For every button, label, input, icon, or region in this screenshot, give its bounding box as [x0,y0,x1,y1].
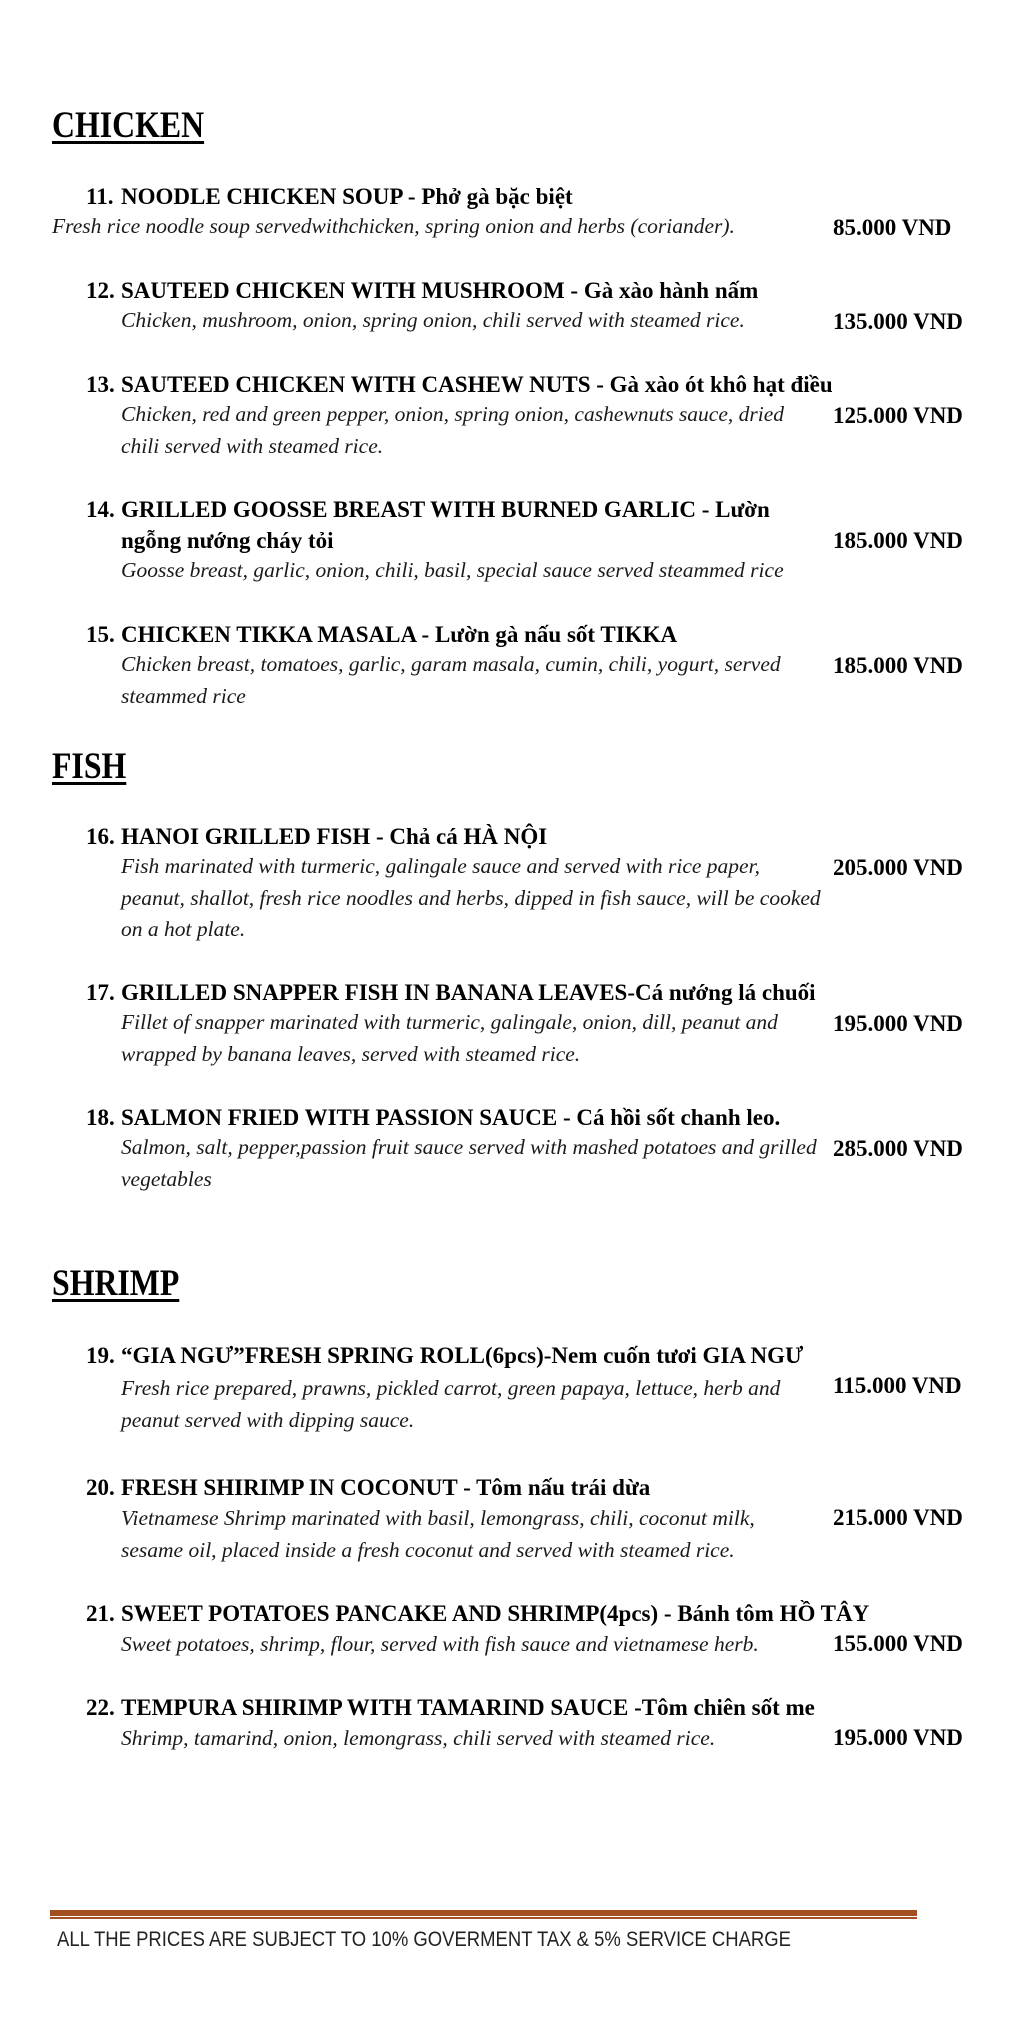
item-price: 215.000 VND [833,1505,963,1530]
item-number: 18. [86,1105,115,1130]
item-name: TEMPURA SHIRIMP WITH TAMARIND SAUCE -Tôm chiên sốt me [121,1695,815,1720]
item-description: Fresh rice prepared, prawns, pickled carrot, green papaya, lettuce, herb and peanut served with dipping sauce. [121,1376,781,1432]
item-number: 20. [86,1475,115,1500]
item-price: 115.000 VND [833,1373,962,1398]
item-title [86,275,826,306]
item-description: Fish marinated with turmeric, galingale sauce and served with rice paper, peanut, shallot, fresh rice noodles and herbs, dipped in fish sauce, will be cooked on a hot plate. [121,854,821,941]
item-name: “GIA NGƯ”FRESH SPRING ROLL(6pcs)-Nem cuốn tươi GIA NGƯ [121,1343,804,1368]
item-name: FRESH SHIRIMP IN COCONUT - Tôm nấu trái dừa [121,1475,651,1500]
item-description: Sweet potatoes, shrimp, flour, served with fish sauce and vietnamese herb. [121,1632,759,1656]
section-title-fish: FISH [52,746,127,787]
section-title-chicken: CHICKEN [52,105,205,146]
item-title [86,1692,826,1723]
item-name: NOODLE CHICKEN SOUP - Phở gà bặc biệt [121,184,573,209]
item-number: 12. [86,278,115,303]
item-price: 195.000 VND [833,1011,963,1036]
footer-divider [50,1910,917,1919]
item-description: Fillet of snapper marinated with turmeric, galingale, onion, dill, peanut and wrapped by banana leaves, served with steamed rice. [121,1010,778,1066]
item-name: SALMON FRIED WITH PASSION SAUCE - Cá hồi sốt chanh leo. [121,1105,781,1130]
item-title [86,1102,826,1133]
item-description: Fresh rice noodle soup servedwithchicken, spring onion and herbs (coriander). [52,214,735,238]
section-title-shrimp: SHRIMP [52,1263,180,1304]
item-number: 13. [86,372,115,397]
item-price: 285.000 VND [833,1136,963,1161]
item-title [86,821,826,852]
footer-note: ALL THE PRICES ARE SUBJECT TO 10% GOVERMENT TAX & 5% SERVICE CHARGE [57,1928,791,1951]
item-description: Chicken, mushroom, onion, spring onion, chili served with steamed rice. [121,308,745,332]
item-description: Vietnamese Shrimp marinated with basil, lemongrass, chili, coconut milk, sesame oil, placed inside a fresh coconut and served with steamed rice. [121,1506,755,1562]
item-title [86,1340,826,1371]
item-name: CHICKEN TIKKA MASALA - Lườn gà nấu sốt TIKKA [121,622,678,647]
item-price: 85.000 VND [833,215,952,240]
item-price: 195.000 VND [833,1725,963,1750]
item-title [86,619,826,650]
item-name: SWEET POTATOES PANCAKE AND SHRIMP(4pcs) - Bánh tôm HỒ TÂY [121,1601,870,1626]
item-title [86,369,833,400]
item-name: HANOI GRILLED FISH - Chả cá HÀ NỘI [121,824,548,849]
item-price: 155.000 VND [833,1631,963,1656]
item-price: 205.000 VND [833,855,963,880]
item-title [86,977,826,1008]
item-description: Salmon, salt, pepper,passion fruit sauce served with mashed potatoes and grilled vegetables [121,1135,817,1191]
item-name: GRILLED SNAPPER FISH IN BANANA LEAVES-Cá nướng lá chuối [121,980,816,1005]
item-name: SAUTEED CHICKEN WITH MUSHROOM - Gà xào hành nấm [121,278,759,303]
item-price: 125.000 VND [833,403,963,428]
item-name: GRILLED GOOSSE BREAST WITH BURNED GARLIC - Lườn ngỗng nướng cháy tỏi [121,497,770,553]
item-title [86,1598,870,1629]
item-description: Chicken breast, tomatoes, garlic, garam masala, cumin, chili, yogurt, served steammed rice [121,652,781,708]
item-price: 185.000 VND [833,528,963,553]
item-number: 21. [86,1601,115,1626]
item-number: 19. [86,1343,115,1368]
item-number: 14. [86,497,115,522]
item-title [86,494,786,556]
item-price: 185.000 VND [833,653,963,678]
item-description: Goosse breast, garlic, onion, chili, basil, special sauce served steammed rice [121,558,784,582]
item-description: Shrimp, tamarind, onion, lemongrass, chili served with steamed rice. [121,1726,716,1750]
item-number: 11. [86,184,114,209]
item-number: 22. [86,1695,115,1720]
item-number: 17. [86,980,115,1005]
item-number: 15. [86,622,115,647]
item-title [86,181,826,212]
item-name: SAUTEED CHICKEN WITH CASHEW NUTS - Gà xào ót khô hạt điều [121,372,833,397]
item-description: Chicken, red and green pepper, onion, spring onion, cashewnuts sauce, dried chili served with steamed rice. [121,402,785,458]
item-title [86,1472,826,1503]
item-number: 16. [86,824,115,849]
item-price: 135.000 VND [833,309,963,334]
